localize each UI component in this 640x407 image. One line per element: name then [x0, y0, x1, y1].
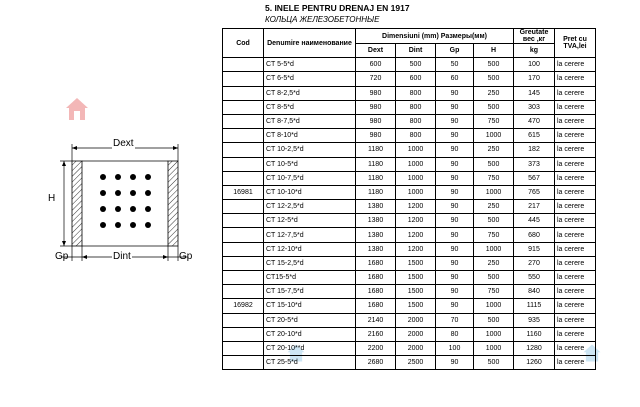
cell-price: la cerere	[555, 313, 596, 327]
cell-cod	[223, 100, 264, 114]
cell-h: 750	[474, 114, 514, 128]
cell-kg: 182	[514, 143, 555, 157]
cell-price: la cerere	[555, 327, 596, 341]
cell-dext: 1180	[356, 143, 396, 157]
table-row	[223, 58, 596, 72]
cell-dext: 1680	[356, 285, 396, 299]
cell-kg: 100	[514, 58, 555, 72]
cell-dext: 2200	[356, 341, 396, 355]
table-row	[223, 327, 596, 341]
cell-h: 500	[474, 58, 514, 72]
cell-cod	[223, 157, 264, 171]
cell-price: la cerere	[555, 256, 596, 270]
cell-cod	[223, 285, 264, 299]
cell-price: la cerere	[555, 228, 596, 242]
cell-cod	[223, 341, 264, 355]
col-price-line2: TVA,lei	[563, 43, 587, 51]
cell-dext: 1380	[356, 242, 396, 256]
cell-name: CT 8-7,5*d	[264, 114, 356, 128]
cell-price: la cerere	[555, 271, 596, 285]
cell-price: la cerere	[555, 185, 596, 199]
house-icon	[64, 96, 90, 122]
cell-dint: 1200	[396, 228, 436, 242]
col-price	[555, 29, 596, 58]
cell-dint: 800	[396, 129, 436, 143]
col-weight	[514, 29, 555, 44]
cell-dext: 980	[356, 86, 396, 100]
col-price-line1: Pret cu	[563, 36, 587, 44]
cell-h: 1000	[474, 242, 514, 256]
cell-cod	[223, 86, 264, 100]
cell-name: CT 8-10*d	[264, 129, 356, 143]
cell-h: 500	[474, 157, 514, 171]
cell-kg: 445	[514, 214, 555, 228]
cell-name: CT15-5*d	[264, 271, 356, 285]
cell-kg: 567	[514, 171, 555, 185]
cell-dint: 1500	[396, 256, 436, 270]
col-dext: Dext	[356, 44, 396, 58]
cell-dint: 2000	[396, 341, 436, 355]
cell-cod	[223, 200, 264, 214]
cell-dext: 980	[356, 129, 396, 143]
cell-gp: 90	[436, 256, 474, 270]
table-row	[223, 271, 596, 285]
cell-cod	[223, 327, 264, 341]
cell-price: la cerere	[555, 214, 596, 228]
cell-cod	[223, 313, 264, 327]
cell-price: la cerere	[555, 58, 596, 72]
cell-kg: 915	[514, 242, 555, 256]
cell-cod	[223, 143, 264, 157]
table-row	[223, 242, 596, 256]
cell-dext: 2680	[356, 356, 396, 370]
table-row	[223, 341, 596, 355]
cell-name: CT 12-5*d	[264, 214, 356, 228]
cell-dint: 800	[396, 86, 436, 100]
cell-name: CT 20-10**d	[264, 341, 356, 355]
cell-h: 250	[474, 143, 514, 157]
cell-dext: 1680	[356, 271, 396, 285]
cell-h: 750	[474, 171, 514, 185]
cell-dext: 720	[356, 72, 396, 86]
cell-dint: 2000	[396, 327, 436, 341]
cell-cod	[223, 58, 264, 72]
cell-h: 500	[474, 100, 514, 114]
cell-dext: 1680	[356, 299, 396, 313]
table-row	[223, 143, 596, 157]
cell-kg: 373	[514, 157, 555, 171]
cell-dext: 1180	[356, 171, 396, 185]
cell-cod	[223, 242, 264, 256]
cell-name: CT 12-7,5*d	[264, 228, 356, 242]
cell-kg: 935	[514, 313, 555, 327]
cell-dext: 1380	[356, 228, 396, 242]
cell-dext: 980	[356, 100, 396, 114]
ring-diagram	[0, 135, 210, 270]
table-row	[223, 285, 596, 299]
cell-price: la cerere	[555, 341, 596, 355]
cell-gp: 90	[436, 185, 474, 199]
cell-gp: 90	[436, 200, 474, 214]
cell-dext: 1180	[356, 157, 396, 171]
dint-label: Dint	[113, 251, 131, 262]
cell-h: 250	[474, 86, 514, 100]
table-row	[223, 157, 596, 171]
cell-price: la cerere	[555, 129, 596, 143]
cell-gp: 60	[436, 72, 474, 86]
cell-cod	[223, 356, 264, 370]
cell-name: CT 10-5*d	[264, 157, 356, 171]
cell-cod	[223, 171, 264, 185]
cell-cod	[223, 72, 264, 86]
gp-right-label: Gp	[179, 251, 193, 262]
cell-gp: 90	[436, 143, 474, 157]
cell-h: 500	[474, 271, 514, 285]
cell-kg: 145	[514, 86, 555, 100]
cell-name: CT 20-5*d	[264, 313, 356, 327]
cell-kg: 550	[514, 271, 555, 285]
cell-gp: 90	[436, 86, 474, 100]
cell-kg: 1160	[514, 327, 555, 341]
cell-dext: 1680	[356, 256, 396, 270]
cell-price: la cerere	[555, 114, 596, 128]
cell-dint: 1000	[396, 185, 436, 199]
cell-dext: 1380	[356, 214, 396, 228]
cell-dext: 600	[356, 58, 396, 72]
col-weight-line1: Greutate	[519, 29, 549, 36]
cell-name: CT 25-5*d	[264, 356, 356, 370]
table-row	[223, 185, 596, 199]
cell-dint: 500	[396, 58, 436, 72]
col-weight-line2: вес ,кг	[522, 36, 546, 43]
cell-price: la cerere	[555, 72, 596, 86]
cell-h: 250	[474, 200, 514, 214]
table-row	[223, 356, 596, 370]
cell-name: CT 8-2,5*d	[264, 86, 356, 100]
rings-table	[222, 28, 596, 370]
cell-dint: 1000	[396, 143, 436, 157]
cell-dint: 800	[396, 100, 436, 114]
cell-gp: 80	[436, 327, 474, 341]
col-h: H	[474, 44, 514, 58]
table-row	[223, 228, 596, 242]
cell-gp: 50	[436, 58, 474, 72]
cell-gp: 90	[436, 129, 474, 143]
table-row	[223, 86, 596, 100]
table-row	[223, 299, 596, 313]
cell-dint: 1500	[396, 271, 436, 285]
h-label: H	[48, 193, 56, 204]
cell-gp: 90	[436, 242, 474, 256]
cell-price: la cerere	[555, 299, 596, 313]
cell-h: 1000	[474, 341, 514, 355]
cell-price: la cerere	[555, 356, 596, 370]
cell-gp: 90	[436, 214, 474, 228]
cell-cod	[223, 214, 264, 228]
cell-kg: 217	[514, 200, 555, 214]
cell-price: la cerere	[555, 200, 596, 214]
cell-h: 250	[474, 256, 514, 270]
cell-dint: 2000	[396, 313, 436, 327]
cell-kg: 615	[514, 129, 555, 143]
cell-h: 1000	[474, 185, 514, 199]
table-row	[223, 129, 596, 143]
table-row	[223, 200, 596, 214]
col-cod: Cod	[223, 29, 264, 58]
cell-dint: 2500	[396, 356, 436, 370]
cell-kg: 1280	[514, 341, 555, 355]
cell-dext: 980	[356, 114, 396, 128]
page-title: 5. INELE PENTRU DRENAJ EN 1917	[265, 3, 410, 13]
cell-cod	[223, 271, 264, 285]
cell-kg: 270	[514, 256, 555, 270]
cell-gp: 90	[436, 228, 474, 242]
cell-price: la cerere	[555, 100, 596, 114]
cell-kg: 1115	[514, 299, 555, 313]
cell-h: 500	[474, 356, 514, 370]
cell-gp: 70	[436, 313, 474, 327]
cell-dint: 1000	[396, 157, 436, 171]
cell-dext: 1180	[356, 185, 396, 199]
page-subtitle: КОЛЬЦА ЖЕЛЕЗОБЕТОННЫЕ	[265, 15, 380, 24]
cell-name: CT 15-10*d	[264, 299, 356, 313]
cell-name: CT 8-5*d	[264, 100, 356, 114]
cell-cod	[223, 228, 264, 242]
cell-h: 500	[474, 313, 514, 327]
cell-gp: 90	[436, 114, 474, 128]
cell-dint: 1200	[396, 214, 436, 228]
cell-gp: 90	[436, 171, 474, 185]
cell-cod: 16981	[223, 185, 264, 199]
cell-name: CT 10-10*d	[264, 185, 356, 199]
col-gp: Gp	[436, 44, 474, 58]
table-row	[223, 214, 596, 228]
table-row	[223, 256, 596, 270]
cell-name: CT 15-2,5*d	[264, 256, 356, 270]
dext-label: Dext	[113, 138, 134, 149]
cell-gp: 100	[436, 341, 474, 355]
cell-dint: 1500	[396, 299, 436, 313]
cell-dext: 2160	[356, 327, 396, 341]
cell-gp: 90	[436, 285, 474, 299]
cell-name: CT 12-2,5*d	[264, 200, 356, 214]
cell-price: la cerere	[555, 86, 596, 100]
cell-name: CT 10-7,5*d	[264, 171, 356, 185]
cell-kg: 765	[514, 185, 555, 199]
cell-cod: 16982	[223, 299, 264, 313]
cell-dext: 2140	[356, 313, 396, 327]
table-row	[223, 100, 596, 114]
cell-name: CT 15-7,5*d	[264, 285, 356, 299]
cell-dint: 800	[396, 114, 436, 128]
cell-h: 1000	[474, 299, 514, 313]
cell-kg: 470	[514, 114, 555, 128]
cell-cod	[223, 129, 264, 143]
cell-dint: 1500	[396, 285, 436, 299]
cell-dext: 1380	[356, 200, 396, 214]
col-kg: kg	[514, 44, 555, 58]
cell-name: CT 6-5*d	[264, 72, 356, 86]
cell-price: la cerere	[555, 242, 596, 256]
cell-gp: 90	[436, 157, 474, 171]
gp-left-label: Gp	[55, 251, 69, 262]
col-dimensions: Dimensiuni (mm) Размеры(мм)	[356, 29, 514, 44]
cell-h: 1000	[474, 129, 514, 143]
cell-cod	[223, 114, 264, 128]
cell-dint: 1000	[396, 171, 436, 185]
cell-gp: 90	[436, 271, 474, 285]
cell-dint: 600	[396, 72, 436, 86]
cell-price: la cerere	[555, 171, 596, 185]
cell-kg: 303	[514, 100, 555, 114]
cell-price: la cerere	[555, 143, 596, 157]
col-name: Denumire наименование	[264, 29, 356, 58]
cell-h: 1000	[474, 327, 514, 341]
table-row	[223, 72, 596, 86]
cell-kg: 1260	[514, 356, 555, 370]
cell-gp: 90	[436, 299, 474, 313]
table-row	[223, 114, 596, 128]
cell-gp: 90	[436, 356, 474, 370]
cell-cod	[223, 256, 264, 270]
col-dint: Dint	[396, 44, 436, 58]
cell-price: la cerere	[555, 285, 596, 299]
cell-gp: 90	[436, 100, 474, 114]
table-row	[223, 313, 596, 327]
table-row	[223, 171, 596, 185]
cell-name: CT 12-10*d	[264, 242, 356, 256]
cell-price: la cerere	[555, 157, 596, 171]
cell-kg: 170	[514, 72, 555, 86]
cell-h: 500	[474, 214, 514, 228]
cell-h: 500	[474, 72, 514, 86]
cell-name: CT 5-5*d	[264, 58, 356, 72]
cell-kg: 840	[514, 285, 555, 299]
cell-dint: 1200	[396, 242, 436, 256]
cell-dint: 1200	[396, 200, 436, 214]
cell-h: 750	[474, 228, 514, 242]
cell-kg: 680	[514, 228, 555, 242]
cell-h: 750	[474, 285, 514, 299]
cell-name: CT 10-2,5*d	[264, 143, 356, 157]
cell-name: CT 20-10*d	[264, 327, 356, 341]
